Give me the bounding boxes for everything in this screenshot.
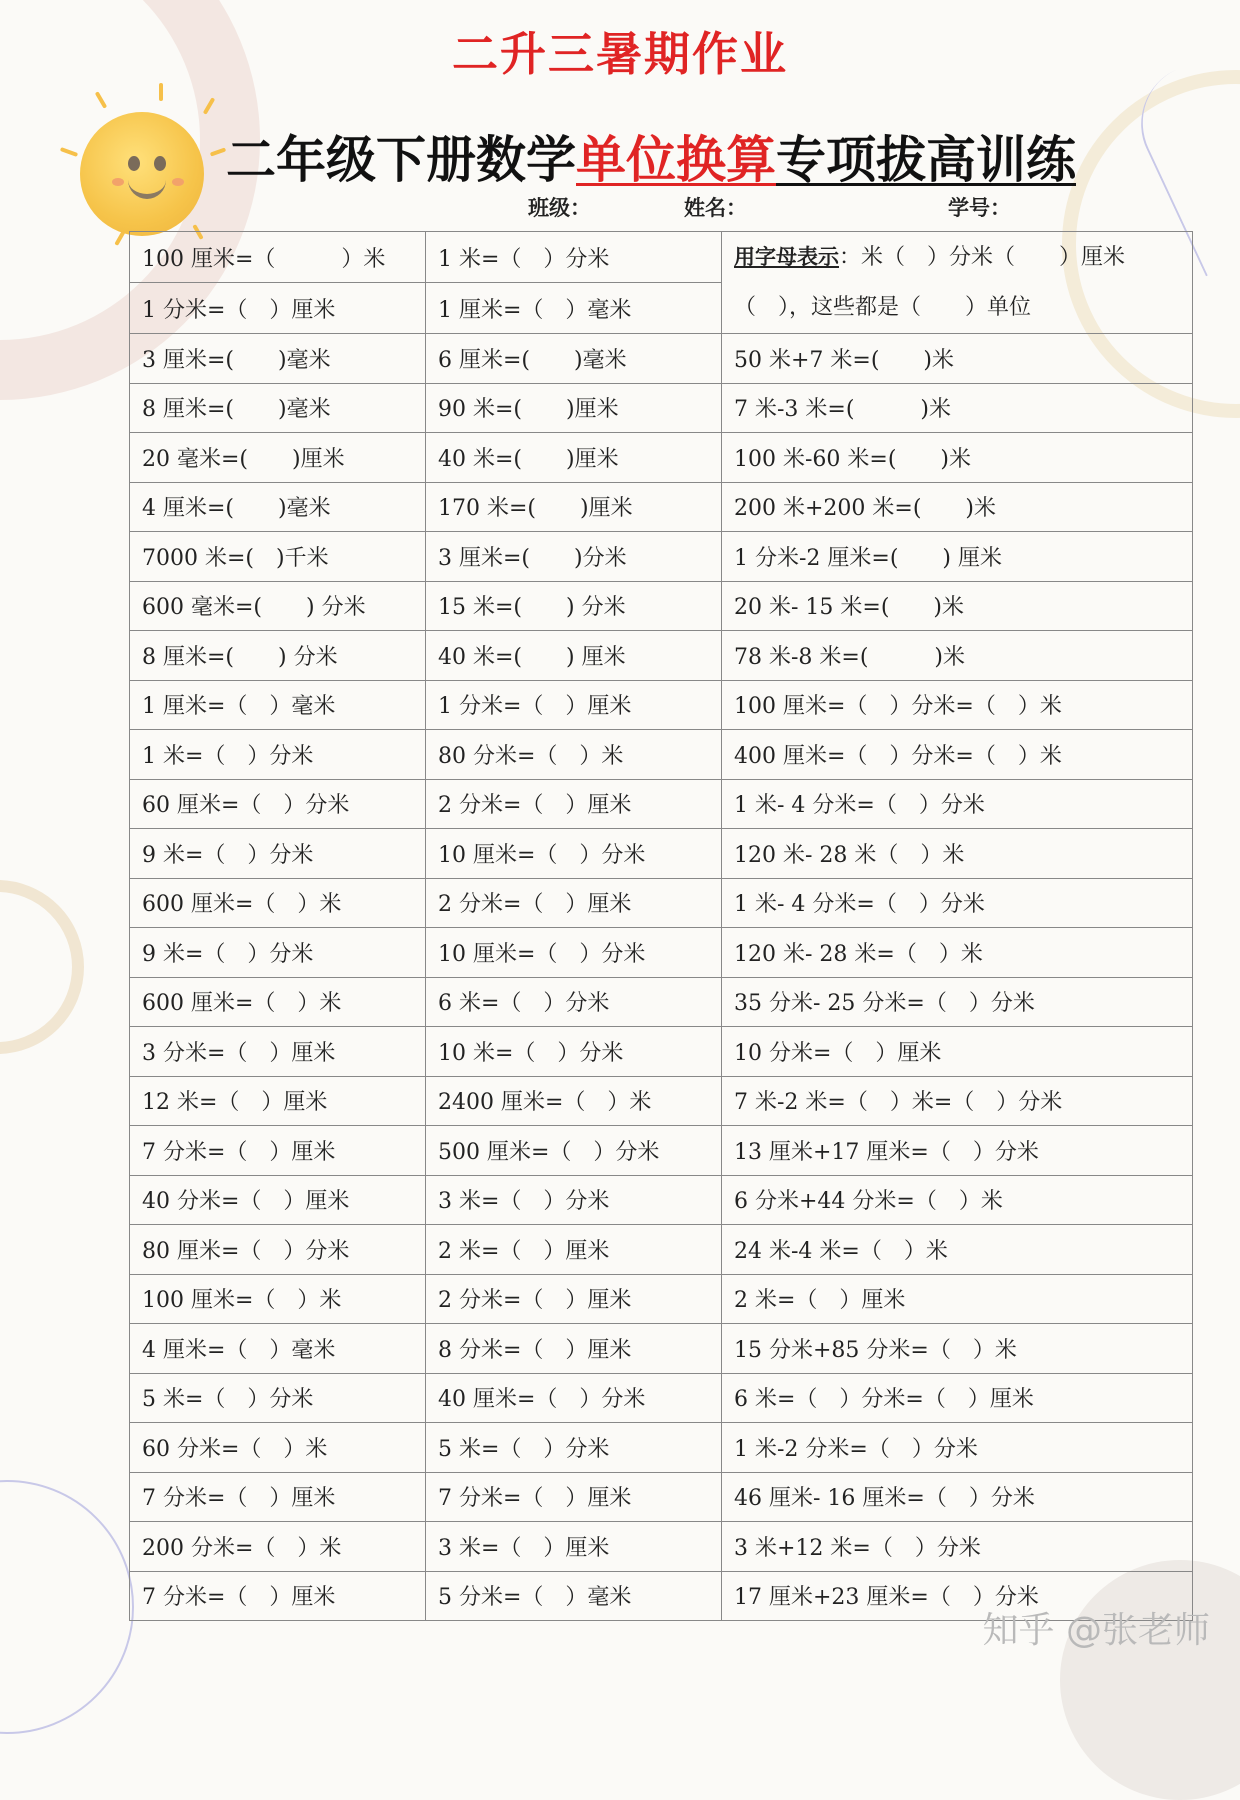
problem-cell: 35 分米- 25 分米=（ ）分米 [722, 977, 1193, 1027]
student-number-label: 学号： [948, 196, 1011, 220]
problem-cell: 7 分米=（ ）厘米 [130, 1571, 426, 1621]
table-row [130, 1324, 1193, 1374]
table-row [130, 1423, 1193, 1473]
watermark: 知乎 @张老师 [982, 1610, 1210, 1651]
problem-cell: 4 厘米=（ ）毫米 [130, 1324, 426, 1374]
problem-cell: 24 米-4 米=（ ）米 [722, 1225, 1193, 1275]
problem-cell: 100 厘米=（ ）分米=（ ）米 [722, 680, 1193, 730]
problem-cell: 7000 米=( )千米 [130, 532, 426, 582]
problem-cell: 7 米-3 米=( )米 [722, 383, 1193, 433]
class-label: 班级： [528, 196, 591, 220]
worksheet-table [129, 231, 1193, 1621]
problem-cell: 6 米=（ ）分米 [426, 977, 722, 1027]
table-row [130, 1274, 1193, 1324]
table-row [130, 1027, 1193, 1077]
title-part-1: 二年级下册数学 [226, 131, 576, 189]
table-row [130, 779, 1193, 829]
name-label: 姓名： [684, 196, 747, 220]
table-row [130, 1225, 1193, 1275]
table-row [130, 1472, 1193, 1522]
problem-cell: 1 米- 4 分米=（ ）分米 [722, 878, 1193, 928]
problem-cell: 20 毫米=( )厘米 [130, 433, 426, 483]
problem-cell: 200 米+200 米=( )米 [722, 482, 1193, 532]
note-line2: （ ），这些都是（ ）单位 [734, 295, 1032, 320]
table-row [130, 1175, 1193, 1225]
problem-cell: 120 米- 28 米=（ ）米 [722, 928, 1193, 978]
table-row [130, 631, 1193, 681]
problem-cell: 3 分米=（ ）厘米 [130, 1027, 426, 1077]
problem-cell: 9 米=（ ）分米 [130, 829, 426, 879]
table-row [130, 232, 1193, 283]
problem-cell: 400 厘米=（ ）分米=（ ）米 [722, 730, 1193, 780]
table-row [130, 829, 1193, 879]
problem-cell: 100 米-60 米=( )米 [722, 433, 1193, 483]
table-row [130, 1126, 1193, 1176]
problem-cell: 40 米=( )厘米 [426, 433, 722, 483]
problem-cell: 3 厘米=( )分米 [426, 532, 722, 582]
problem-cell: 3 米+12 米=（ ）分米 [722, 1522, 1193, 1572]
problem-cell: 17 厘米+23 厘米=（ ）分米 [722, 1571, 1193, 1621]
problem-cell: 80 厘米=（ ）分米 [130, 1225, 426, 1275]
problem-cell: 6 分米+44 分米=（ ）米 [722, 1175, 1193, 1225]
problem-cell: 7 分米=（ ）厘米 [130, 1126, 426, 1176]
problem-cell: 78 米-8 米=( )米 [722, 631, 1193, 681]
problem-cell: 600 厘米=（ ）米 [130, 878, 426, 928]
table-row [130, 878, 1193, 928]
note-title: 用字母表示 [734, 245, 839, 269]
problem-cell: 170 米=( )厘米 [426, 482, 722, 532]
problem-cell: 600 毫米=( ) 分米 [130, 581, 426, 631]
table-row [130, 383, 1193, 433]
problem-cell: 10 米=（ ）分米 [426, 1027, 722, 1077]
problem-cell: 1 米-2 分米=（ ）分米 [722, 1423, 1193, 1473]
problem-cell: 2400 厘米=（ ）米 [426, 1076, 722, 1126]
table-row [130, 1373, 1193, 1423]
problem-cell: 1 分米=（ ）厘米 [426, 680, 722, 730]
problem-cell: 7 分米=（ ）厘米 [426, 1472, 722, 1522]
problem-cell: 200 分米=（ ）米 [130, 1522, 426, 1572]
problem-cell: 3 厘米=( )毫米 [130, 334, 426, 384]
problem-cell: 15 米=( ) 分米 [426, 581, 722, 631]
problem-cell: 7 分米=（ ）厘米 [130, 1472, 426, 1522]
problem-cell: 2 米=（ ）厘米 [722, 1274, 1193, 1324]
problem-cell: 20 米- 15 米=( )米 [722, 581, 1193, 631]
problem-cell: 3 米=（ ）厘米 [426, 1522, 722, 1572]
problem-cell: 8 厘米=( ) 分米 [130, 631, 426, 681]
problem-cell: 40 分米=（ ）厘米 [130, 1175, 426, 1225]
problem-cell: 6 厘米=( )毫米 [426, 334, 722, 384]
problem-cell: 1 厘米=（ ）毫米 [426, 283, 722, 334]
problem-cell: 1 米=（ ）分米 [426, 232, 722, 283]
problem-cell: 7 米-2 米=（ ）米=（ ）分米 [722, 1076, 1193, 1126]
problem-cell: 1 米- 4 分米=（ ）分米 [722, 779, 1193, 829]
problem-cell: 1 分米=（ ）厘米 [130, 283, 426, 334]
table-row [130, 680, 1193, 730]
note-line1: ：米（ ）分米（ ）厘米 [839, 245, 1126, 270]
top-title: 二升三暑期作业 [452, 27, 788, 81]
problem-cell: 5 米=（ ）分米 [426, 1423, 722, 1473]
decor-arc-mid-left [0, 880, 84, 1054]
problem-cell: 1 厘米=（ ）毫米 [130, 680, 426, 730]
problem-cell: 50 米+7 米=( )米 [722, 334, 1193, 384]
page-title [226, 120, 1076, 192]
problem-cell: 13 厘米+17 厘米=（ ）分米 [722, 1126, 1193, 1176]
problem-cell: 100 厘米=（ ）米 [130, 232, 426, 283]
table-row [130, 977, 1193, 1027]
problem-cell: 3 米=（ ）分米 [426, 1175, 722, 1225]
table-row [130, 334, 1193, 384]
problem-cell: 1 分米-2 厘米=( ) 厘米 [722, 532, 1193, 582]
decor-circle-bottom-left [0, 1480, 134, 1734]
problem-cell: 80 分米=（ ）米 [426, 730, 722, 780]
problem-cell: 120 米- 28 米（ ）米 [722, 829, 1193, 879]
table-row [130, 433, 1193, 483]
problem-cell: 1 米=（ ）分米 [130, 730, 426, 780]
title-part-2: 单位换算 [576, 131, 776, 189]
problem-cell: 2 分米=（ ）厘米 [426, 878, 722, 928]
problem-cell: 10 分米=（ ）厘米 [722, 1027, 1193, 1077]
problem-cell: 4 厘米=( )毫米 [130, 482, 426, 532]
note-cell [722, 232, 1193, 334]
table-row [130, 1522, 1193, 1572]
problem-cell: 500 厘米=（ ）分米 [426, 1126, 722, 1176]
problem-cell: 8 厘米=( )毫米 [130, 383, 426, 433]
problem-cell: 90 米=( )厘米 [426, 383, 722, 433]
problem-cell: 12 米=（ ）厘米 [130, 1076, 426, 1126]
problem-cell: 46 厘米- 16 厘米=（ ）分米 [722, 1472, 1193, 1522]
problem-cell: 2 分米=（ ）厘米 [426, 779, 722, 829]
problem-cell: 5 分米=（ ）毫米 [426, 1571, 722, 1621]
problem-cell: 2 分米=（ ）厘米 [426, 1274, 722, 1324]
sun-smiley-icon [80, 112, 204, 236]
problem-cell: 15 分米+85 分米=（ ）米 [722, 1324, 1193, 1374]
problem-cell: 2 米=（ ）厘米 [426, 1225, 722, 1275]
problem-cell: 600 厘米=（ ）米 [130, 977, 426, 1027]
problem-cell: 40 厘米=（ ）分米 [426, 1373, 722, 1423]
problem-cell: 10 厘米=（ ）分米 [426, 928, 722, 978]
problem-cell: 6 米=（ ）分米=（ ）厘米 [722, 1373, 1193, 1423]
problem-cell: 100 厘米=（ ）米 [130, 1274, 426, 1324]
table-row [130, 532, 1193, 582]
problem-cell: 8 分米=（ ）厘米 [426, 1324, 722, 1374]
table-row [130, 730, 1193, 780]
table-row [130, 482, 1193, 532]
problem-cell: 9 米=（ ）分米 [130, 928, 426, 978]
table-row [130, 581, 1193, 631]
problem-cell: 40 米=( ) 厘米 [426, 631, 722, 681]
problem-cell: 60 分米=（ ）米 [130, 1423, 426, 1473]
problem-cell: 5 米=（ ）分米 [130, 1373, 426, 1423]
problem-cell: 10 厘米=（ ）分米 [426, 829, 722, 879]
problem-cell: 60 厘米=（ ）分米 [130, 779, 426, 829]
table-row [130, 928, 1193, 978]
table-row [130, 1076, 1193, 1126]
title-part-3: 专项拔高训练 [776, 131, 1076, 189]
